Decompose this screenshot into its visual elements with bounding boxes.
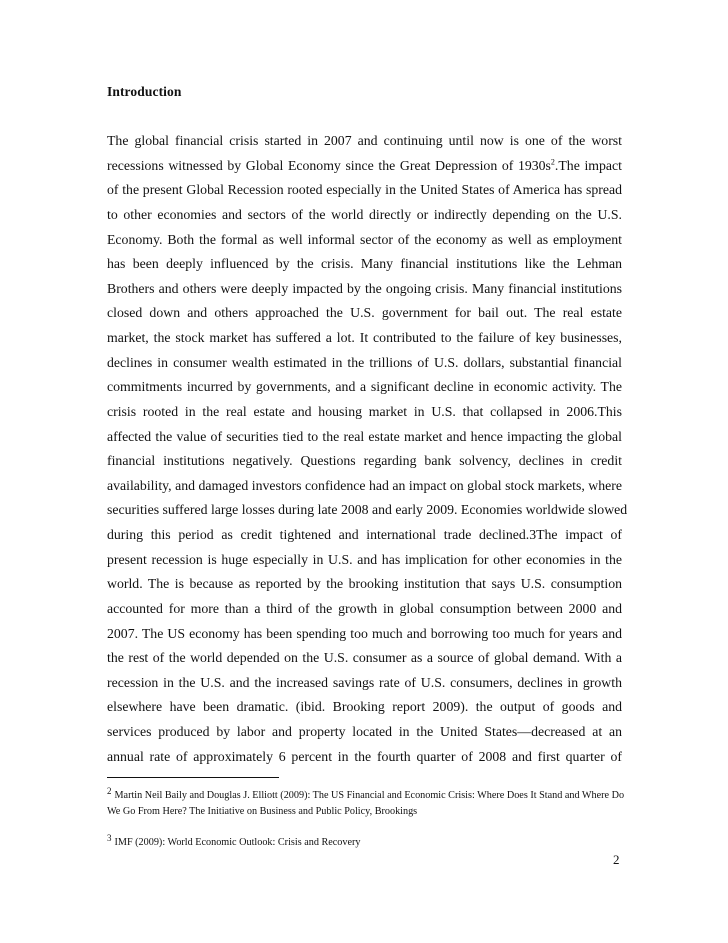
footnotes [107,783,627,851]
body-line-text: 2007. The US economy has been spending too much and borrowing too much for years and [107,625,622,641]
body-line [107,498,628,523]
body-line-text: present recession is huge especially in U.S. and has implication for other economies in the [107,551,622,567]
body-line-text: Brothers and others were deeply impacted by the ongoing crisis. Many financial institutions [107,280,622,296]
body-line-text: the rest of the world depended on the U.S. consumer as a source of global demand. With a [107,650,622,666]
body-line [107,129,622,154]
footnote-text: Martin Neil Baily and Douglas J. Elliott (2009): The US Financial and Economic Crisis: Where Does It Stand and Where Do We Go From Here? The Initiative on Business and Public Policy, Brookings [107,790,625,817]
body-paragraph [107,129,628,769]
section-heading: Introduction [107,84,182,99]
body-line [107,326,622,351]
footnote-number: 2 [107,786,112,796]
footnote [107,830,627,851]
body-line [107,474,622,499]
body-line [107,745,622,770]
body-line [107,548,622,573]
footnote-text: IMF (2009): World Economic Outlook: Crisis and Recovery [114,837,361,848]
body-line-text: financial institutions negatively. Questions regarding bank solvency, declines in credit [107,453,622,469]
body-line-text: recessions witnessed by Global Economy since the Great Depression of 1930s [107,157,551,173]
body-line-text: closed down and others approached the U.S. government for bail out. The real estate [107,305,622,321]
body-line-text: The global financial crisis started in 2007 and continuing until now is one of the worst [107,133,622,148]
footnote-number: 3 [107,833,112,843]
body-line-text: declines in consumer wealth estimated in the trillions of U.S. dollars, substantial financial [107,354,622,370]
body-line [107,622,622,647]
body-line [107,425,622,450]
body-line-text: securities suffered large losses during late 2008 and early 2009. Economies worldwide slowed [107,502,628,518]
body-line [107,178,622,203]
body-line [107,646,622,671]
body-line-text-continued: .The impact [554,157,622,173]
body-line [107,720,622,745]
body-line-text: commitments incurred by governments, and a significant decline in economic activity. The [107,379,622,395]
body-line [107,203,622,228]
body-line [107,695,622,720]
body-line [107,301,622,326]
body-line [107,277,622,302]
body-line [107,671,622,696]
body-line-text: has been deeply influenced by the crisis. Many financial institutions like the Lehman [107,256,622,272]
body-line-text: Economy. Both the formal as well informal sector of the economy as well as employment [107,231,622,247]
body-line-text: recession in the U.S. and the increased savings rate of U.S. consumers, declines in growth [107,674,622,690]
body-line [107,572,622,597]
body-line [107,228,622,253]
page-number: 2 [613,852,620,867]
body-line-text: crisis rooted in the real estate and housing market in U.S. that collapsed in 2006.This [107,403,622,419]
footnote-reference: 2 [550,157,555,167]
body-line [107,597,622,622]
body-line-text: accounted for more than a third of the growth in global consumption between 2000 and [107,600,622,616]
body-line [107,523,622,548]
footnote-separator [107,777,279,778]
body-line-text: of the present Global Recession rooted especially in the United States of America has spread [107,182,622,198]
body-line [107,154,622,179]
body-line-text: during this period as credit tightened and international trade declined.3The impact of [107,527,622,542]
body-line [107,252,622,277]
footnote [107,783,627,820]
body-line-text: world. The is because as reported by the brooking institution that says U.S. consumption [107,576,622,592]
body-line [107,449,622,474]
body-line-text: services produced by labor and property located in the United States—decreased at an [107,724,622,739]
body-line [107,375,622,400]
body-line-text: to other economies and sectors of the world directly or indirectly depending on the U.S. [107,206,622,222]
body-line [107,400,622,425]
body-line-text: market, the stock market has suffered a lot. It contributed to the failure of key businesses, [107,330,622,345]
body-line-text: availability, and damaged investors confidence had an impact on global stock markets, where [107,477,622,493]
body-line [107,351,622,376]
body-line-text: annual rate of approximately 6 percent in the fourth quarter of 2008 and first quarter of [107,748,622,764]
body-line-text: affected the value of securities tied to the real estate market and hence impacting the global [107,428,622,444]
body-line-text: elsewhere have been dramatic. (ibid. Brooking report 2009). the output of goods and [107,699,622,715]
